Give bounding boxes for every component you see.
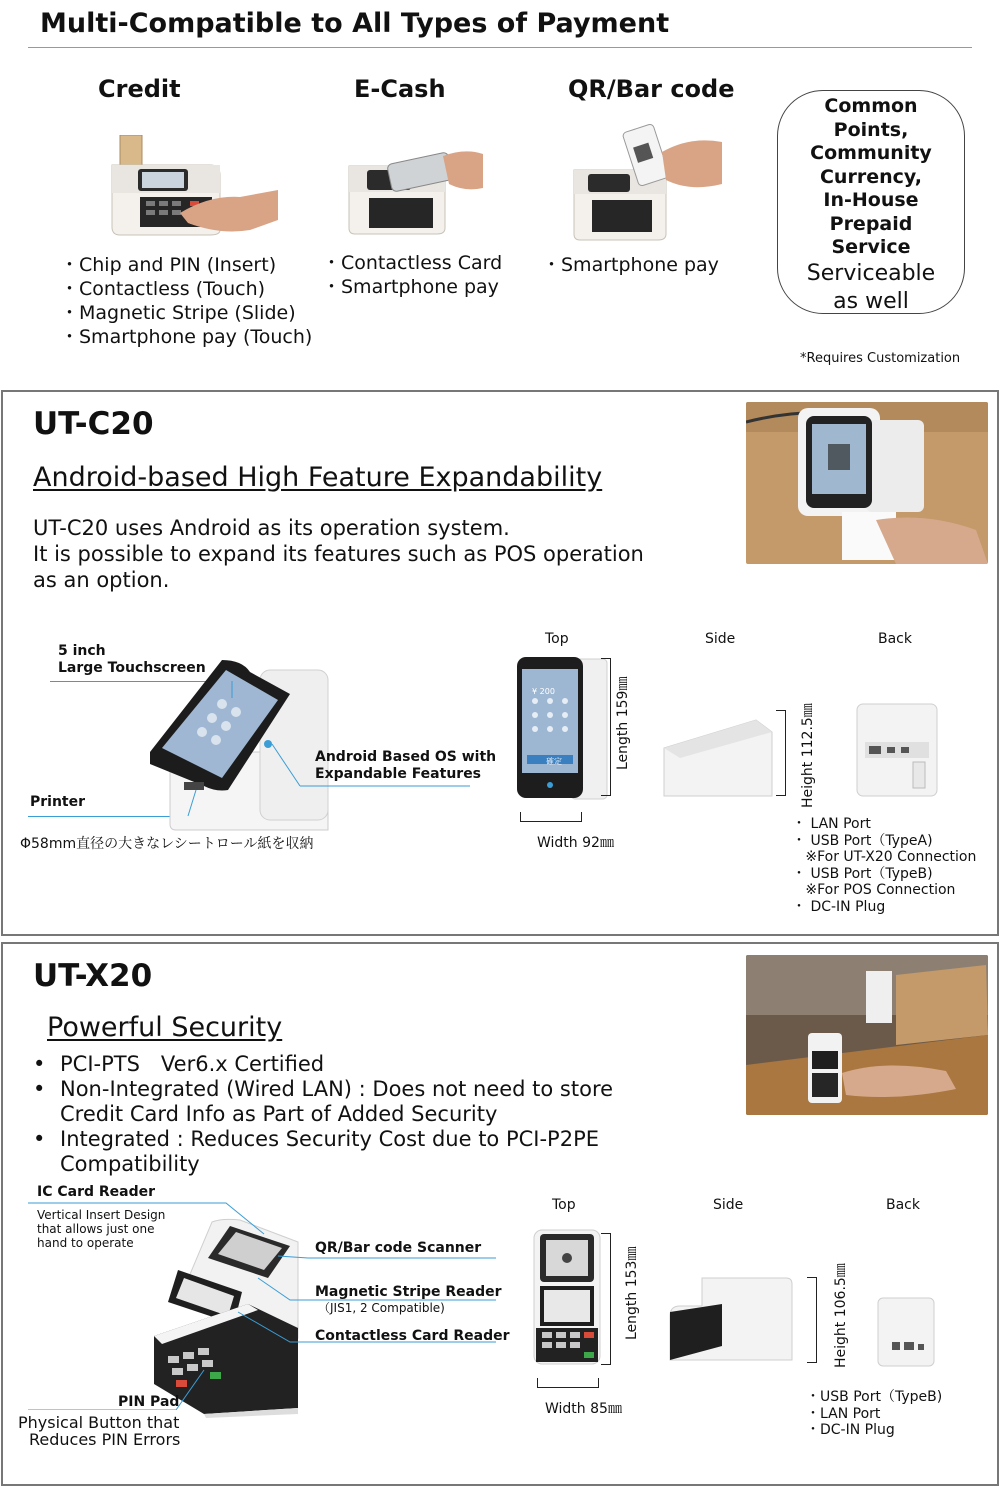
utc20-view-back-label: Back xyxy=(878,631,912,647)
utx20-top-view-image xyxy=(532,1228,602,1366)
common-line: as well xyxy=(833,288,909,314)
utc20-top-view-image xyxy=(515,655,610,800)
common-points-box xyxy=(777,90,965,314)
utc20-view-side-label: Side xyxy=(705,631,736,647)
callout-line-text: hand to operate xyxy=(37,1236,134,1250)
pin-pad-description xyxy=(18,1414,180,1448)
list-item: ・Contactless (Touch) xyxy=(60,278,266,300)
list-item: ※For POS Connection xyxy=(792,882,956,899)
qr-heading: QR/Bar code xyxy=(568,75,735,103)
bullet-text: Compatibility xyxy=(60,1152,200,1176)
utx20-port-list xyxy=(806,1389,942,1439)
callout-line-text: that allows just one xyxy=(37,1222,155,1236)
utc20-side-view-image xyxy=(660,710,775,800)
common-line: Currency, xyxy=(819,165,922,188)
utc20-length-label: Length 159㎜ xyxy=(615,676,631,770)
android-os-callout xyxy=(315,749,496,783)
list-item xyxy=(33,1077,613,1127)
callout-line-text: Android Based OS with xyxy=(315,749,497,765)
utc20-screen-confirm: 確定 xyxy=(546,757,562,766)
ecash-methods-list xyxy=(322,251,502,299)
description-line: UT-C20 uses Android as its operation system. xyxy=(33,516,510,540)
qr-terminal-image xyxy=(570,122,725,242)
utx20-view-back-label: Back xyxy=(886,1197,920,1213)
utx20-photo xyxy=(746,955,988,1115)
mag-stripe-callout: Magnetic Stripe Reader xyxy=(315,1284,502,1300)
bullet-text: PCI-PTS Ver6.x Certified xyxy=(60,1052,325,1076)
utx20-width-label: Width 85㎜ xyxy=(545,1401,622,1417)
utx20-back-view-image xyxy=(876,1296,936,1368)
page-title: Multi-Compatible to All Types of Payment xyxy=(40,8,670,39)
common-line: Points, xyxy=(833,118,909,141)
utc20-subtitle: Android-based High Feature Expandability xyxy=(33,462,603,493)
utc20-description xyxy=(33,515,644,593)
list-item: ・Smartphone pay xyxy=(322,276,499,298)
utx20-height-bracket xyxy=(807,1277,817,1363)
utc20-photo xyxy=(746,402,988,564)
list-item: ・Chip and PIN (Insert) xyxy=(60,254,277,276)
utx20-subtitle: Powerful Security xyxy=(47,1012,283,1043)
header-divider xyxy=(28,47,972,48)
common-line: Community xyxy=(810,142,932,164)
common-line: Service xyxy=(831,236,911,258)
list-item: ※For UT-X20 Connection xyxy=(792,849,977,866)
pin-pad-callout: PIN Pad xyxy=(118,1394,180,1410)
customization-note: *Requires Customization xyxy=(800,351,961,366)
utc20-width-label: Width 92㎜ xyxy=(537,835,614,851)
list-item: ・ LAN Port xyxy=(792,816,871,832)
utx20-side-view-image xyxy=(666,1276,796,1364)
callout-line-text: Expandable Features xyxy=(315,766,482,782)
utx20-length-label: Length 153㎜ xyxy=(624,1246,640,1340)
utx20-height-label: Height 106.5㎜ xyxy=(833,1263,849,1368)
list-item: ・ DC-IN Plug xyxy=(792,898,886,915)
list-item: ・USB Port（TypeB) xyxy=(806,1389,943,1405)
utc20-screen-amount: ¥ 200 xyxy=(532,687,555,696)
utc20-height-bracket xyxy=(776,710,786,796)
utx20-model-title: UT-X20 xyxy=(33,958,153,994)
list-item: ・DC-IN Plug xyxy=(806,1422,895,1439)
credit-terminal-image xyxy=(110,135,280,240)
bullet-text: Credit Card Info as Part of Added Security xyxy=(60,1102,498,1126)
list-item: ・Contactless Card xyxy=(322,252,503,274)
utc20-back-view-image xyxy=(855,702,940,798)
list-item: ・Magnetic Stripe (Slide) xyxy=(60,302,296,324)
list-item: ・ USB Port（TypeB) xyxy=(792,865,933,882)
callout-line-text: Large Touchscreen xyxy=(58,660,206,676)
callout-line-text: Physical Button that xyxy=(18,1413,180,1432)
list-item xyxy=(33,1052,613,1077)
common-line: Prepaid xyxy=(829,212,913,235)
credit-heading: Credit xyxy=(98,75,181,103)
bullet-text: Non-Integrated (Wired LAN) : Does not need to store xyxy=(60,1077,614,1101)
list-item xyxy=(33,1127,613,1177)
ecash-heading: E-Cash xyxy=(354,75,446,103)
utc20-height-label: Height 112.5㎜ xyxy=(800,703,816,808)
common-line: Common xyxy=(824,95,918,117)
common-line: Serviceable xyxy=(806,260,936,286)
utc20-view-top-label: Top xyxy=(545,631,569,647)
bullet-text: Integrated : Reduces Security Cost due to PCI-P2PE xyxy=(60,1127,600,1151)
callout-line-text: Vertical Insert Design xyxy=(37,1208,166,1222)
callout-line-text: Reduces PIN Errors xyxy=(29,1430,181,1449)
description-line: as an option. xyxy=(33,568,170,592)
utc20-width-bracket xyxy=(520,812,582,822)
utc20-port-list xyxy=(792,816,976,916)
contactless-callout: Contactless Card Reader xyxy=(315,1328,510,1344)
list-item: ・ USB Port（TypeA) xyxy=(792,832,933,849)
credit-methods-list xyxy=(60,253,312,349)
qr-methods-list xyxy=(542,253,719,277)
utc20-length-bracket xyxy=(601,658,611,796)
utx20-length-bracket xyxy=(601,1233,611,1365)
ic-reader-callout: IC Card Reader xyxy=(37,1184,156,1200)
utx20-view-side-label: Side xyxy=(713,1197,744,1213)
utc20-model-title: UT-C20 xyxy=(33,406,154,442)
printer-callout: Printer xyxy=(30,794,86,810)
list-item: ・LAN Port xyxy=(806,1405,881,1422)
mag-stripe-note: （JIS1, 2 Compatible) xyxy=(318,1301,445,1315)
qr-scanner-callout: QR/Bar code Scanner xyxy=(315,1240,482,1256)
utx20-view-top-label: Top xyxy=(552,1197,576,1213)
utx20-width-bracket xyxy=(537,1378,599,1388)
common-line: In-House xyxy=(823,189,919,211)
utx20-feature-list xyxy=(33,1052,613,1177)
list-item: ・Smartphone pay (Touch) xyxy=(60,326,313,348)
description-line: It is possible to expand its features such as POS operation xyxy=(33,542,644,566)
list-item: ・Smartphone pay xyxy=(542,254,719,276)
callout-line-text: 5 inch xyxy=(58,643,106,659)
ecash-terminal-image xyxy=(345,148,485,238)
paper-roll-note: Φ58mm直径の大きなレシートロール紙を収納 xyxy=(20,836,314,852)
